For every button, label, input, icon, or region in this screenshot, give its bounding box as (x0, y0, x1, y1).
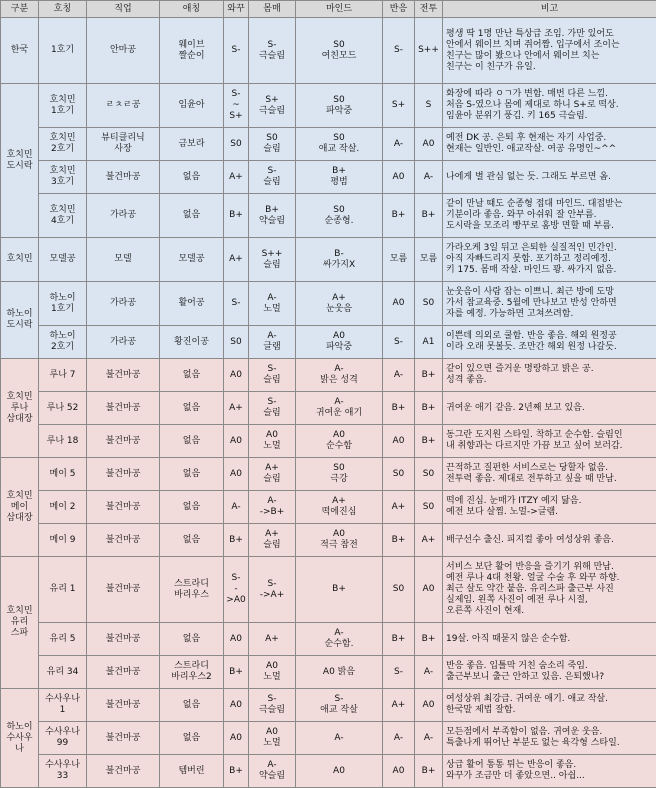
table-row (1, 194, 656, 238)
group-cell: 호치민 루나 삼대장 (1, 359, 39, 458)
battle-cell: S0 (415, 282, 443, 326)
battle-cell: A0 (415, 689, 443, 722)
table-row (1, 425, 656, 458)
reaction-cell: S+ (383, 84, 415, 128)
note-cell: 나에게 별 관심 없는 듯. 그래도 부르면 옴. (443, 161, 656, 194)
battle-cell: 모름 (415, 238, 443, 282)
header-cell: 구분 (1, 1, 39, 18)
looks-cell: S- (224, 18, 249, 84)
job-cell: 불건마공 (87, 524, 160, 557)
pet-name-cell: 없음 (160, 623, 224, 656)
pet-name-cell: 임윤아 (160, 84, 224, 128)
mind-cell: A- 귀여운 애기 (296, 392, 383, 425)
battle-cell: A- (415, 161, 443, 194)
group-cell: 호치민 (1, 238, 39, 282)
note-cell: 서비스 보단 활어 반응을 즐기기 위해 만남. 예전 루나 4대 천왕. 얼굴 수술 후 와꾸 하향. 최근 살도 약간 붙음. 유리스파 출근부 사진 실제임. 왼쪽 사진이 예전 루나 시절, 오른쪽 사진이 현재. (443, 557, 656, 623)
reaction-cell: S0 (383, 458, 415, 491)
header-cell: 와꾸 (224, 1, 249, 18)
table-row (1, 84, 656, 128)
battle-cell: B+ (415, 623, 443, 656)
body-cell: A- ->B+ (249, 491, 296, 524)
nickname-cell: 수사우나 33 (39, 755, 87, 788)
header-cell: 마인드 (296, 1, 383, 18)
table-row (1, 524, 656, 557)
mind-cell: A+ 눈웃음 (296, 282, 383, 326)
note-cell: 배구선수 출신. 피지컬 좋아 여성상위 좋음. (443, 524, 656, 557)
table-row (1, 722, 656, 755)
reaction-cell: A0 (383, 282, 415, 326)
looks-cell: A0 (224, 722, 249, 755)
header-cell: 호칭 (39, 1, 87, 18)
looks-cell: A0 (224, 425, 249, 458)
nickname-cell: 수사우나 1 (39, 689, 87, 722)
body-cell: S0 슬림 (249, 128, 296, 161)
table-row (1, 238, 656, 282)
note-cell: 이쁜데 의외로 쿨함. 반응 좋음. 해외 원정공 이라 오래 못볼듯. 조만간 해외 원정 나갈듯. (443, 326, 656, 359)
table-row (1, 161, 656, 194)
note-cell: 예전 DK 공. 은퇴 후 현재는 자기 사업중. 현재는 일반인. 애교작살. 여공 유명인~^^ (443, 128, 656, 161)
battle-cell: B+ (415, 194, 443, 238)
mind-cell: S0 애교 작살. (296, 128, 383, 161)
table-row (1, 282, 656, 326)
reaction-cell: B+ (383, 194, 415, 238)
note-cell: 귀여운 애기 같음. 2년째 보고 있음. (443, 392, 656, 425)
nickname-cell: 루나 18 (39, 425, 87, 458)
job-cell: 불건마공 (87, 392, 160, 425)
body-cell: A- 노멀 (249, 282, 296, 326)
nickname-cell: 하노이 1호기 (39, 282, 87, 326)
battle-cell: B+ (415, 425, 443, 458)
job-cell: 불건마공 (87, 359, 160, 392)
reaction-cell: A+ (383, 689, 415, 722)
battle-cell: B+ (415, 392, 443, 425)
header-cell: 비고 (443, 1, 656, 18)
header-cell: 전투 (415, 1, 443, 18)
mind-cell: B- 싸가지X (296, 238, 383, 282)
job-cell: 가라공 (87, 194, 160, 238)
battle-cell: S (415, 84, 443, 128)
pet-name-cell: 없음 (160, 491, 224, 524)
job-cell: 불건마공 (87, 458, 160, 491)
nickname-cell: 유리 5 (39, 623, 87, 656)
battle-cell: B+ (415, 359, 443, 392)
table-row (1, 656, 656, 689)
group-cell: 하노이 수사우나 (1, 689, 39, 788)
mind-cell: A0 순수함 (296, 425, 383, 458)
battle-cell: S0 (415, 458, 443, 491)
body-cell: A- 약슬림 (249, 755, 296, 788)
job-cell: 뷰티클리닉 사장 (87, 128, 160, 161)
nickname-cell: 호치민 2호기 (39, 128, 87, 161)
looks-cell: B+ (224, 524, 249, 557)
pet-name-cell: 없음 (160, 194, 224, 238)
pet-name-cell: 없음 (160, 425, 224, 458)
battle-cell: A- (415, 722, 443, 755)
nickname-cell: 1호기 (39, 18, 87, 84)
note-cell: 같이 만날 때도 순종형 접대 마인드. 대접받는 기분이라 좋음. 와꾸 아쉬워 잘 안부름. 도시락을 모조리 빵꾸로 홈방 면할 때 부름. (443, 194, 656, 238)
nickname-cell: 루나 52 (39, 392, 87, 425)
header-cell: 직업 (87, 1, 160, 18)
nickname-cell: 수사우나 99 (39, 722, 87, 755)
job-cell: 가라공 (87, 282, 160, 326)
mind-cell: S0 극강 (296, 458, 383, 491)
mind-cell: S0 파악중 (296, 84, 383, 128)
job-cell: 안마공 (87, 18, 160, 84)
mind-cell: A0 밝음 (296, 656, 383, 689)
reaction-cell: 모름 (383, 238, 415, 282)
pet-name-cell: 스트라디 바리우스2 (160, 656, 224, 689)
header-cell: 반응 (383, 1, 415, 18)
mind-cell: A- 밝은 성격 (296, 359, 383, 392)
group-cell: 하노이 도시락 (1, 282, 39, 359)
note-cell: 가라오케 3일 뒤고 은퇴한 실질적인 민간인. 아직 자빠드리지 못함. 포기하고 정리예정. 키 175. 몸매 작살. 마인드 꽝. 싸가지 없음. (443, 238, 656, 282)
body-cell: A+ 슬림 (249, 458, 296, 491)
looks-cell: S0 (224, 326, 249, 359)
job-cell: ㄹㅊㄹ공 (87, 84, 160, 128)
body-cell: S- 극슬림 (249, 689, 296, 722)
mind-cell: B+ 평범 (296, 161, 383, 194)
body-cell: S- ->A+ (249, 557, 296, 623)
group-cell: 호치민 유리 스파 (1, 557, 39, 689)
battle-cell: S0 (415, 491, 443, 524)
reaction-cell: A0 (383, 161, 415, 194)
table-row (1, 359, 656, 392)
pet-name-cell: 금보라 (160, 128, 224, 161)
looks-cell: A+ (224, 238, 249, 282)
body-cell: S- 슬림 (249, 359, 296, 392)
looks-cell: A0 (224, 689, 249, 722)
nickname-cell: 호치민 4호기 (39, 194, 87, 238)
job-cell: 불건마공 (87, 425, 160, 458)
pet-name-cell: 스트라디 바리우스 (160, 557, 224, 623)
group-cell: 한국 (1, 18, 39, 84)
pet-name-cell: 없음 (160, 689, 224, 722)
note-cell: 동그란 도지원 스타일. 착하고 순수함. 슬림인 내 취향과는 다르지만 가끔 보고 싶어 보러감. (443, 425, 656, 458)
group-cell: 호치민 메이 삼대장 (1, 458, 39, 557)
table-row (1, 689, 656, 722)
reaction-cell: S0 (383, 557, 415, 623)
table-row (1, 458, 656, 491)
battle-cell: S++ (415, 18, 443, 84)
header-row (1, 1, 656, 18)
pet-name-cell: 황진이공 (160, 326, 224, 359)
header-cell: 몸매 (249, 1, 296, 18)
pet-name-cell: 없음 (160, 392, 224, 425)
pet-name-cell: 없음 (160, 524, 224, 557)
body-cell: S- 슬림 (249, 392, 296, 425)
looks-cell: A0 (224, 458, 249, 491)
reaction-cell: A+ (383, 491, 415, 524)
pet-name-cell: 모델공 (160, 238, 224, 282)
body-cell: S- 슬림 (249, 161, 296, 194)
reaction-cell: B+ (383, 524, 415, 557)
nickname-cell: 하노이 2호기 (39, 326, 87, 359)
body-cell: A+ (249, 623, 296, 656)
mind-cell: B+ (296, 557, 383, 623)
nickname-cell: 모델공 (39, 238, 87, 282)
table-row (1, 755, 656, 788)
nickname-cell: 메이 5 (39, 458, 87, 491)
mind-cell: A0 (296, 755, 383, 788)
job-cell: 불건마공 (87, 689, 160, 722)
looks-cell: S0 (224, 128, 249, 161)
body-cell: B+ 약슬림 (249, 194, 296, 238)
table-row (1, 128, 656, 161)
note-cell: 평생 딱 1명 만난 특상급 조임. 가만 있어도 안에서 웨이브 치며 쥐어짬. 입구에서 조이는 친구는 많이 봤으나 안에서 웨이브 치는 친구는 이 친구가 유일. (443, 18, 656, 84)
job-cell: 불건마공 (87, 557, 160, 623)
mind-cell: A0 적극 참전 (296, 524, 383, 557)
mind-cell: A- 순수함. (296, 623, 383, 656)
reaction-cell: A- (383, 722, 415, 755)
job-cell: 불건마공 (87, 656, 160, 689)
reaction-cell: A0 (383, 755, 415, 788)
note-cell: 같이 있으면 즐거운 명랑하고 밝은 공. 성격 좋음. (443, 359, 656, 392)
job-cell: 불건마공 (87, 722, 160, 755)
reaction-cell: A0 (383, 425, 415, 458)
reaction-cell: B+ (383, 623, 415, 656)
job-cell: 가라공 (87, 326, 160, 359)
group-cell: 호치민 도시락 (1, 84, 39, 238)
battle-cell: A0 (415, 128, 443, 161)
mind-cell: A+ 떡에진심 (296, 491, 383, 524)
looks-cell: A0 (224, 359, 249, 392)
looks-cell: B+ (224, 194, 249, 238)
pet-name-cell: 없음 (160, 359, 224, 392)
table-row (1, 557, 656, 623)
nickname-cell: 메이 2 (39, 491, 87, 524)
pet-name-cell: 없음 (160, 722, 224, 755)
job-cell: 불건마공 (87, 755, 160, 788)
note-cell: 눈웃음이 사람 잡는 이쁘니. 최근 방에 도망 가서 참교육중. 5월에 만나보고 반성 안하면 자를 예정. 가능하면 고쳐쓰려함. (443, 282, 656, 326)
looks-cell: S- ~ S+ (224, 84, 249, 128)
body-cell: A0 노멀 (249, 722, 296, 755)
job-cell: 불건마공 (87, 491, 160, 524)
nickname-cell: 유리 1 (39, 557, 87, 623)
body-cell: S- 극슬림 (249, 18, 296, 84)
pet-name-cell: 없음 (160, 161, 224, 194)
battle-cell: A0 (415, 557, 443, 623)
reaction-cell: S- (383, 656, 415, 689)
looks-cell: A0 (224, 623, 249, 656)
battle-cell: A1 (415, 326, 443, 359)
reaction-cell: A- (383, 128, 415, 161)
table-row (1, 326, 656, 359)
nickname-cell: 호치민 1호기 (39, 84, 87, 128)
note-cell: 여성상위 최강급. 귀여운 애기. 애교 작살. 한국말 제법 잘함. (443, 689, 656, 722)
note-cell: 떡에 진심. 눈매가 ITZY 예지 닮음. 예전 보다 살찜. 노멀->글램. (443, 491, 656, 524)
body-cell: A- 글램 (249, 326, 296, 359)
mind-cell: S0 여친모드 (296, 18, 383, 84)
reaction-cell: B+ (383, 392, 415, 425)
mind-cell: A0 파악중 (296, 326, 383, 359)
battle-cell: A+ (415, 524, 443, 557)
looks-cell: A+ (224, 161, 249, 194)
job-cell: 불건마공 (87, 623, 160, 656)
body-cell: S+ 극슬림 (249, 84, 296, 128)
battle-cell: B+ (415, 755, 443, 788)
reaction-cell: S- (383, 18, 415, 84)
job-cell: 불건마공 (87, 161, 160, 194)
nickname-cell: 호치민 3호기 (39, 161, 87, 194)
body-cell: A0 노멀 (249, 425, 296, 458)
reaction-cell: A- (383, 359, 415, 392)
table-row (1, 623, 656, 656)
job-cell: 모델 (87, 238, 160, 282)
table-body (1, 18, 656, 788)
looks-cell: A- (224, 491, 249, 524)
looks-cell: B+ (224, 755, 249, 788)
body-cell: S++ 슬림 (249, 238, 296, 282)
note-cell: 상급 활어 통통 튀는 반응이 좋음. 와꾸가 조금만 더 좋았으면.. 아쉽... (443, 755, 656, 788)
pet-name-cell: 활어공 (160, 282, 224, 326)
note-cell: 화장에 따라 ㅇㄱ가 변함. 매번 다른 느낌. 처음 S-였으나 몸에 제대로 하니 S+로 떡상. 임윤아 분위기 풍김. 키 165 극슬림. (443, 84, 656, 128)
reaction-cell: S- (383, 326, 415, 359)
body-cell: A+ 슬림 (249, 524, 296, 557)
note-cell: 반응 좋음. 입틀막 거친 숨소리 죽임. 출근부보니 출근 안하고 있음. 은퇴했나? (443, 656, 656, 689)
looks-cell: S- ->A0 (224, 557, 249, 623)
nickname-cell: 유리 34 (39, 656, 87, 689)
nickname-cell: 메이 9 (39, 524, 87, 557)
pet-name-cell: 없음 (160, 458, 224, 491)
header-cell: 애칭 (160, 1, 224, 18)
mind-cell: S- 애교 작살 (296, 689, 383, 722)
looks-cell: S- (224, 282, 249, 326)
note-cell: 19살. 아직 때묻지 않은 순수함. (443, 623, 656, 656)
note-cell: 모든점에서 부족함이 없음. 귀여운 웃음. 특출나게 뛰어난 부분도 없는 육각형 스타일. (443, 722, 656, 755)
pet-name-cell: 템버린 (160, 755, 224, 788)
body-cell: A0 노멀 (249, 656, 296, 689)
note-cell: 끈적하고 질펀한 서비스로는 당할자 없음. 전투력 좋음. 제대로 전투하고 싶을 때 만남. (443, 458, 656, 491)
mind-cell: A- (296, 722, 383, 755)
mind-cell: S0 순종형. (296, 194, 383, 238)
pet-name-cell: 웨이브 짤순이 (160, 18, 224, 84)
table-row (1, 18, 656, 84)
nickname-cell: 루나 7 (39, 359, 87, 392)
table-row (1, 491, 656, 524)
battle-cell: A- (415, 656, 443, 689)
table-row (1, 392, 656, 425)
looks-cell: A+ (224, 392, 249, 425)
looks-cell: B+ (224, 656, 249, 689)
